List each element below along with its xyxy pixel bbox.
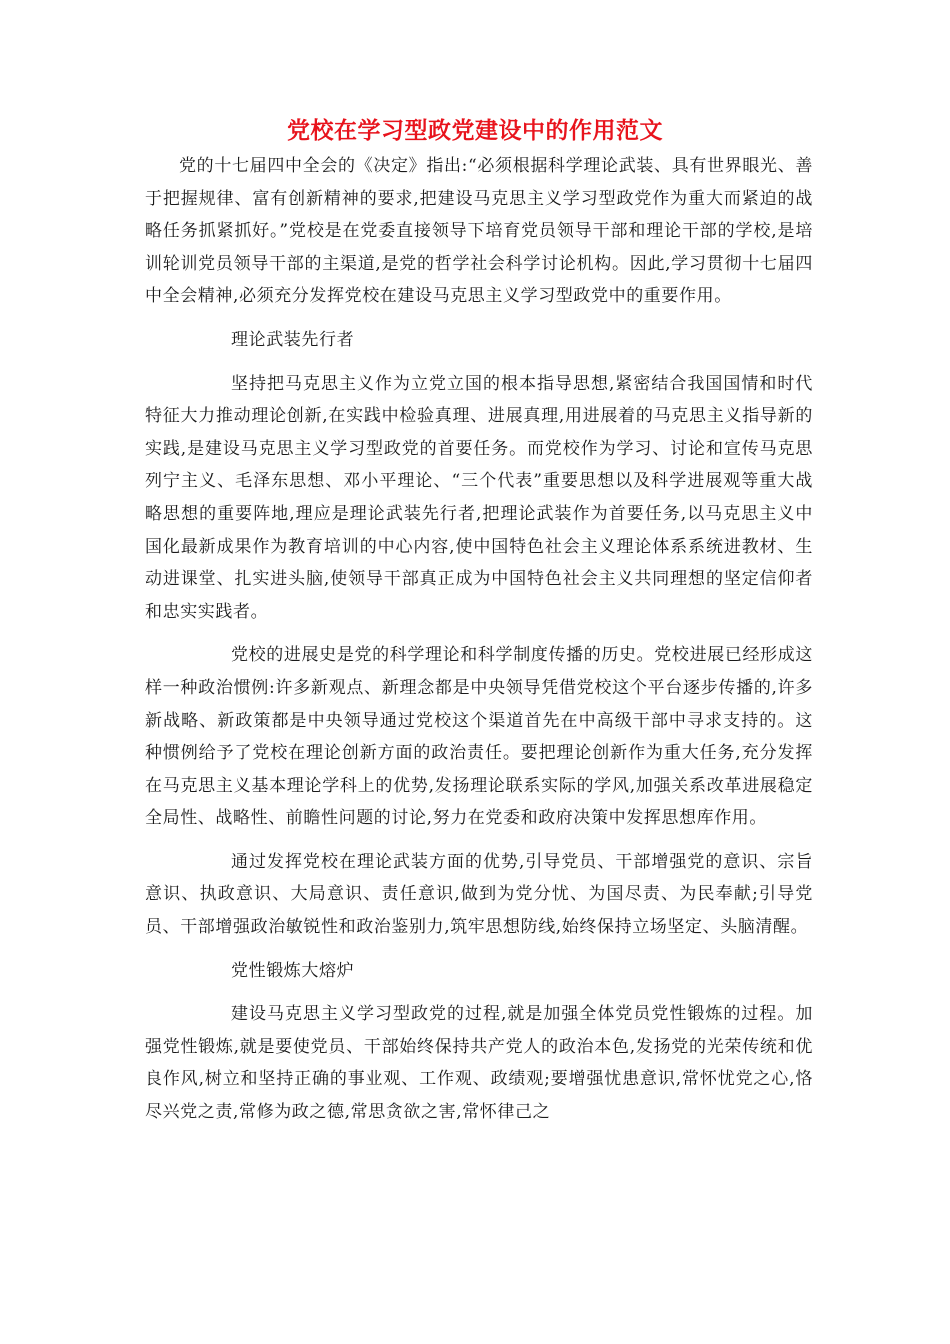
paragraph-gap — [145, 313, 813, 324]
section-heading-party-spirit: 党性锻炼大熔炉 — [231, 960, 355, 981]
paragraph-gap — [145, 357, 813, 368]
paragraph-gap — [145, 835, 813, 846]
intro-paragraph: 党的十七届四中全会的《决定》指出:“必须根据科学理论武装、具有世界眼光、善于把握规律、富有创新精神的要求,把建设马克思主义学习型政党作为重大而紧迫的战略任务抓紧抓好。”党校是在党委直接领导下培育党员领导干部和理论干部的学校,是培训轮训党员领导干部的主渠道,是党的哲学社会科学讨论机构。因此,学习贯彻十七届四中全会精神,必须充分发挥党校在建设马克思主义学习型政党中的重要作用。 — [145, 156, 813, 307]
paragraph-gap — [145, 944, 813, 955]
paragraph-gap — [145, 987, 813, 998]
paragraph-gap — [145, 628, 813, 639]
body-paragraph: 党校的进展史是党的科学理论和科学制度传播的历史。党校进展已经形成这样一种政治惯例:许多新观点、新理念都是中央领导凭借党校这个平台逐步传播的,许多新战略、新政策都是中央领导通过党校这个渠道首先在中高级干部中寻求支持的。这种惯例给予了党校在理论创新方面的政治责任。要把理论创新作为重大任务,充分发挥在马克思主义基本理论学科上的优势,发扬理论联系实际的学风,加强关系改革进展稳定全局性、战略性、前瞻性问题的讨论,努力在党委和政府决策中发挥思想库作用。 — [145, 645, 813, 829]
document-body — [145, 150, 813, 1129]
body-paragraph: 建设马克思主义学习型政党的过程,就是加强全体党员党性锻炼的过程。加强党性锻炼,就是要使党员、干部始终保持共产党人的政治本色,发扬党的光荣传统和优良作风,树立和坚持正确的事业观、工作观、政绩观;要增强忧患意识,常怀忧党之心,恪尽兴党之责,常修为政之德,常思贪欲之害,常怀律己之 — [145, 1004, 813, 1123]
document-title: 党校在学习型政党建设中的作用范文 — [287, 118, 663, 144]
body-paragraph: 坚持把马克思主义作为立党立国的根本指导思想,紧密结合我国国情和时代特征大力推动理论创新,在实践中检验真理、进展真理,用进展着的马克思主义指导新的实践,是建设马克思主义学习型政党的首要任务。而党校作为学习、讨论和宣传马克思列宁主义、毛泽东思想、邓小平理论、“三个代表”重要思想以及科学进展观等重大战略思想的重要阵地,理应是理论武装先行者,把理论武装作为首要任务,以马克思主义中国化最新成果作为教育培训的中心内容,使中国特色社会主义理论体系系统进教材、生动进课堂、扎实进头脑,使领导干部真正成为中国特色社会主义共同理想的坚定信仰者和忠实实践者。 — [145, 373, 814, 622]
body-paragraph: 通过发挥党校在理论武装方面的优势,引导党员、干部增强党的意识、宗旨意识、执政意识、大局意识、责任意识,做到为党分忧、为国尽责、为民奉献;引导党员、干部增强政治敏锐性和政治鉴别力,筑牢思想防线,始终保持立场坚定、头脑清醒。 — [145, 851, 813, 938]
section-heading-theory: 理论武装先行者 — [231, 329, 355, 350]
